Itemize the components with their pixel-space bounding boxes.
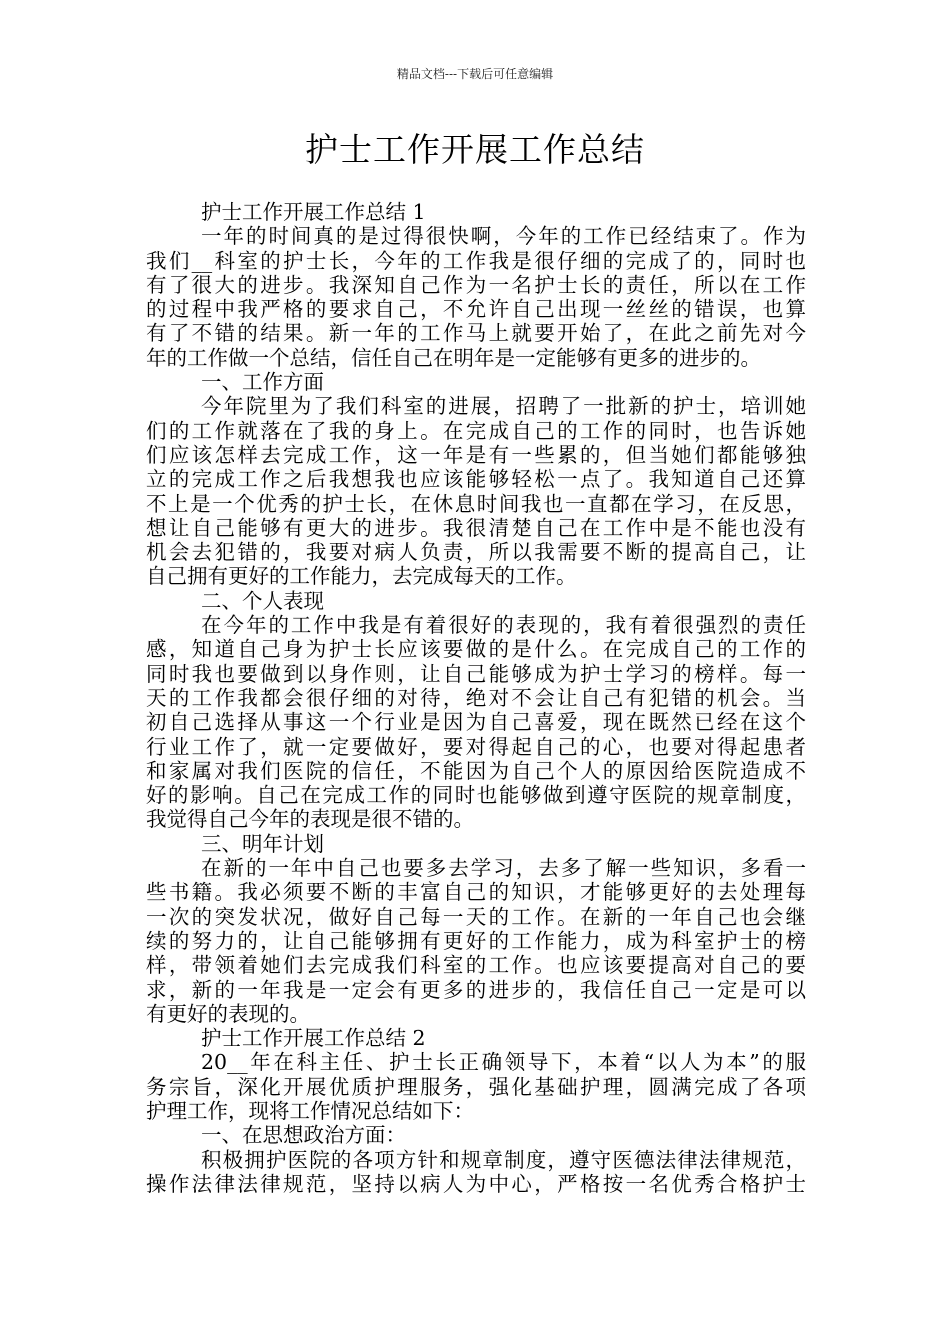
text-line: 天的工作我都会很仔细的对待，绝对不会让自己有犯错的机会。当 (146, 685, 806, 710)
text-line: 有更好的表现的。 (146, 1001, 310, 1026)
document-body (146, 200, 806, 1196)
text-line: 们的工作就落在了我的身上。在完成自己的工作的同时，也告诉她 (146, 418, 806, 443)
text-line: 一、在思想政治方面： (201, 1123, 406, 1148)
text-line: 有了不错的结果。新一年的工作马上就要开始了，在此之前先对今 (146, 321, 806, 346)
text-line: 自己拥有更好的工作能力，去完成每天的工作。 (146, 564, 577, 589)
text-line: 年的工作做一个总结，信任自己在明年是一定能够有更多的进步的。 (146, 345, 761, 370)
text-line: 同时我也要做到以身作则，让自己能够成为护士学习的榜样。每一 (146, 661, 806, 686)
text-line: 们应该怎样去完成工作，这一年是有一些累的，但当她们都能够独 (146, 442, 806, 467)
text-line: 好的影响。自己在完成工作的同时也能够做到遵守医院的规章制度， (146, 783, 806, 808)
text-line: 立的完成工作之后我想我也应该能够轻松一点了。我知道自己还算 (146, 467, 806, 492)
text-line: 求，新的一年我是一定会有更多的进步的，我信任自己一定是可以 (146, 977, 806, 1002)
text-line: 想让自己能够有更大的进步。我很清楚自己在工作中是不能也没有 (146, 515, 806, 540)
text-line: 今年院里为了我们科室的进展，招聘了一批新的护士，培训她 (201, 394, 806, 419)
text-line: 初自己选择从事这一个行业是因为自己喜爱，现在既然已经在这个 (146, 710, 806, 735)
text-line: 操作法律法律规范，坚持以病人为中心，严格按一名优秀合格护士 (146, 1171, 806, 1196)
text-line: 感，知道自己身为护士长应该要做的是什么。在完成自己的工作的 (146, 637, 806, 662)
text-line: 积极拥护医院的各项方针和规章制度，遵守医德法律法律规范， (201, 1147, 806, 1172)
text-line: 一次的突发状况，做好自己每一天的工作。在新的一年自己也会继 (146, 904, 806, 929)
text-line: 在新的一年中自己也要多去学习，去多了解一些知识，多看一 (201, 856, 806, 881)
text-line: 20__年在科主任、护士长正确领导下，本着“以人为本”的服 (201, 1050, 806, 1075)
text-line: 二、个人表现 (201, 588, 324, 613)
text-line: 护士工作开展工作总结 2 (201, 1026, 426, 1051)
text-line: 三、明年计划 (201, 831, 324, 856)
text-line: 务宗旨，深化开展优质护理服务，强化基础护理，圆满完成了各项 (146, 1074, 806, 1099)
text-line: 不上是一个优秀的护士长，在休息时间我也一直都在学习，在反思， (146, 491, 806, 516)
text-line: 一、工作方面 (201, 370, 324, 395)
text-line: 在今年的工作中我是有着很好的表现的，我有着很强烈的责任 (201, 613, 806, 638)
text-line: 我觉得自己今年的表现是很不错的。 (146, 807, 474, 832)
text-line: 一年的时间真的是过得很快啊，今年的工作已经结束了。作为 (201, 224, 806, 249)
page-header: 精品文档---下载后可任意编辑 (396, 67, 554, 81)
text-line: 行业工作了，就一定要做好，要对得起自己的心，也要对得起患者 (146, 734, 806, 759)
text-line: 护理工作，现将工作情况总结如下： (146, 1098, 474, 1123)
text-line: 续的努力的，让自己能够拥有更好的工作能力，成为科室护士的榜 (146, 928, 806, 953)
text-line: 和家属对我们医院的信任，不能因为自己个人的原因给医院造成不 (146, 758, 806, 783)
text-line: 的过程中我严格的要求自己，不允许自己出现一丝丝的错误，也算 (146, 297, 806, 322)
text-line: 有了很大的进步。我深知自己作为一名护士长的责任，所以在工作 (146, 272, 806, 297)
text-line: 机会去犯错的，我要对病人负责，所以我需要不断的提高自己，让 (146, 540, 806, 565)
text-line: 样，带领着她们去完成我们科室的工作。也应该要提高对自己的要 (146, 953, 806, 978)
text-line: 护士工作开展工作总结 1 (201, 200, 426, 224)
text-line: 我们__科室的护士长，今年的工作我是很仔细的完成了的，同时也 (146, 248, 806, 273)
document-title: 护士工作开展工作总结 (305, 130, 645, 169)
text-line: 些书籍。我必须要不断的丰富自己的知识，才能够更好的去处理每 (146, 880, 806, 905)
